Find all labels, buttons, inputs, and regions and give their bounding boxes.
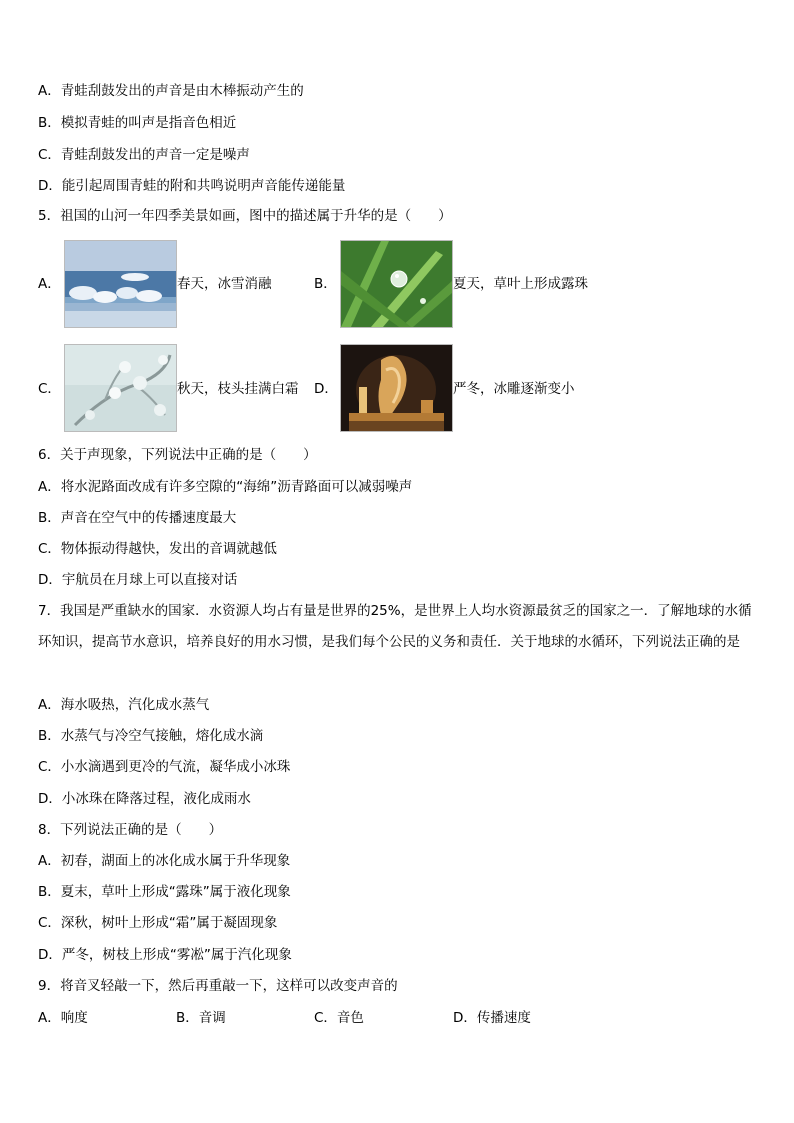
melting-ice-image <box>64 240 177 328</box>
q9-option-b: B．音调 <box>176 1010 226 1026</box>
q7-option-c: C．小水滴遇到更冷的气流，凝华成小冰珠 <box>38 759 291 775</box>
q5-option-d-caption: 严冬，冰雕逐渐变小 <box>453 381 575 397</box>
q8-stem: 8．下列说法正确的是（ ） <box>38 822 223 838</box>
q7-option-b: B．水蒸气与冷空气接触，熔化成水滴 <box>38 728 264 744</box>
q4-option-d: D．能引起周围青蛙的附和共鸣说明声音能传递能量 <box>38 178 346 194</box>
q5-option-b-caption: 夏天，草叶上形成露珠 <box>453 276 588 292</box>
q4-option-c: C．青蛙刮鼓发出的声音一定是噪声 <box>38 147 250 163</box>
q5-option-a-caption: 春天，冰雪消融 <box>177 276 272 292</box>
q9-stem: 9．将音叉轻敲一下，然后再重敲一下，这样可以改变声音的 <box>38 978 398 994</box>
q9-option-c: C．音色 <box>314 1010 364 1026</box>
q7-option-d: D．小冰珠在降落过程，液化成雨水 <box>38 791 251 807</box>
q5-option-c-letter: C． <box>38 381 61 397</box>
q7-stem: 7．我国是严重缺水的国家．水资源人均占有量是世界的25%，是世界上人均水资源最贫乏的国家之一．了解地球的水循环知识，提高节水意识，培养良好的用水习惯，是我们每个公民的义务和责任．关于地球的水循环，下列说法正确的是 <box>38 603 752 650</box>
q5-option-a-letter: A． <box>38 276 61 292</box>
q5-option-d-letter: D． <box>314 381 338 397</box>
q5-option-b-letter: B． <box>314 276 337 292</box>
q5-stem: 5．祖国的山河一年四季美景如画，图中的描述属于升华的是（ ） <box>38 208 452 224</box>
q5-option-c-caption: 秋天，枝头挂满白霜 <box>177 381 299 397</box>
q4-option-b: B．模拟青蛙的叫声是指音色相近 <box>38 115 237 131</box>
q6-stem: 6．关于声现象，下列说法中正确的是（ ） <box>38 447 317 463</box>
q5-option-a <box>38 239 298 329</box>
q7-option-a: A．海水吸热，汽化成水蒸气 <box>38 697 210 713</box>
q8-option-d: D．严冬，树枝上形成“雾凇”属于汽化现象 <box>38 947 292 963</box>
q6-option-c: C．物体振动得越快，发出的音调就越低 <box>38 541 277 557</box>
ice-sculpture-image <box>340 344 453 432</box>
q8-option-b: B．夏末，草叶上形成“露珠”属于液化现象 <box>38 884 291 900</box>
q9-option-d: D．传播速度 <box>453 1010 531 1026</box>
frost-on-branches-image <box>64 344 177 432</box>
q5-option-c <box>38 343 318 433</box>
q6-option-a: A．将水泥路面改成有许多空隙的“海绵”沥青路面可以减弱噪声 <box>38 479 413 495</box>
dew-on-grass-image <box>340 240 453 328</box>
q5-option-b <box>314 239 614 329</box>
q6-option-d: D．宇航员在月球上可以直接对话 <box>38 572 238 588</box>
q4-option-a: A．青蛙刮鼓发出的声音是由木棒振动产生的 <box>38 83 304 99</box>
q9-option-a: A．响度 <box>38 1010 88 1026</box>
q6-option-b: B．声音在空气中的传播速度最大 <box>38 510 237 526</box>
q8-option-a: A．初春，湖面上的冰化成水属于升华现象 <box>38 853 291 869</box>
q5-option-d <box>314 343 614 433</box>
q8-option-c: C．深秋，树叶上形成“霜”属于凝固现象 <box>38 915 278 931</box>
